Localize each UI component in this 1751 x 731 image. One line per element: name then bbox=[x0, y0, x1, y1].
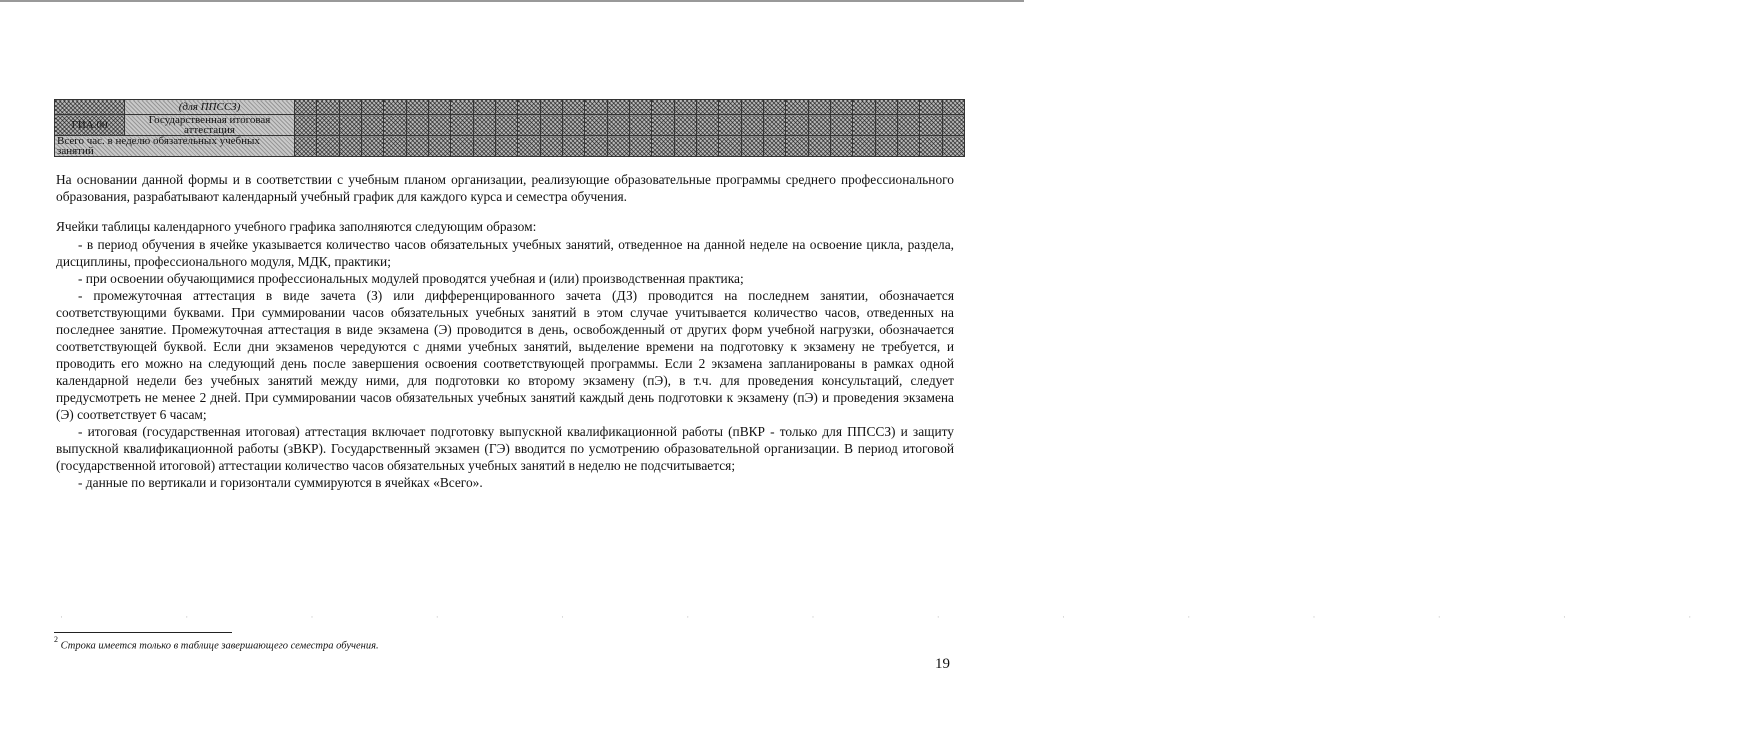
page-edge bbox=[0, 0, 1024, 2]
week-cell bbox=[428, 100, 450, 115]
row-name-cell: (для ППССЗ) bbox=[125, 100, 295, 115]
week-cell bbox=[629, 136, 651, 157]
schedule-table-fragment bbox=[54, 99, 965, 157]
week-cell bbox=[384, 100, 406, 115]
week-cell bbox=[295, 115, 317, 136]
week-cell bbox=[406, 136, 428, 157]
intro-paragraph: На основании данной формы и в соответствии с учебным планом организации, реализующие образовательные программы среднего профессионального образования, разрабатывают календарный учебный график для каждого курса и семестра обучения. bbox=[56, 172, 954, 204]
week-cell bbox=[629, 100, 651, 115]
week-cell bbox=[562, 115, 584, 136]
week-cell bbox=[853, 100, 875, 115]
week-cell bbox=[875, 136, 897, 157]
week-cell bbox=[518, 136, 540, 157]
week-cell bbox=[875, 115, 897, 136]
schedule-row-total bbox=[55, 136, 965, 157]
footnote-text: Строка имеется только в таблице завершающего семестра обучения. bbox=[60, 640, 379, 652]
week-cell bbox=[339, 136, 361, 157]
scan-speckles: · · · · · · · · · · · · · · bbox=[60, 612, 1751, 622]
week-cell bbox=[317, 100, 339, 115]
row-code-cell: ГИА.00 bbox=[55, 115, 125, 136]
fill-rules-heading: Ячейки таблицы календарного учебного графика заполняются следующим образом: bbox=[56, 219, 537, 234]
list-item: - итоговая (государственная итоговая) аттестация включает подготовку выпускной квалификационной работы (пВКР - только для ППССЗ) и защиту выпускной квалификационной работы (зВКР). Государственный экзамен (ГЭ) вводится по усмотрению образовательной организации. В период итоговой (государственной итоговой) аттестации количество часов обязательных учебных занятий в неделю не подсчитывается; bbox=[56, 424, 954, 473]
week-cell bbox=[786, 115, 808, 136]
week-cell bbox=[920, 100, 942, 115]
week-cell bbox=[451, 115, 473, 136]
week-cell bbox=[540, 115, 562, 136]
list-item: - промежуточная аттестация в виде зачета (З) или дифференцированного зачета (ДЗ) проводится на последнем занятии, обозначается соответствующими буквами. При суммировании часов обязательных учебных занятий в этом случае учитывается количество часов, отведенных на последнее занятие. Промежуточная аттестация в виде экзамена (Э) проводится в день, освобожденный от других форм учебной нагрузки, обозначается соответствующей буквой. Если дни экзаменов чередуются с днями учебных занятий, выделение времени на подготовку к экзамену не требуется, и проводить его можно на следующий день после завершения освоения соответствующей программы. Если 2 экзамена запланированы в рамках одной календарной недели без учебных занятий между ними, для подготовки ко второму экзамену (пЭ), в т.ч. для проведения консультаций, следует предусмотреть не менее 2 дней. При суммировании часов обязательных учебных занятий каждый день подготовки к экзамену (пЭ) и проведения экзамена (Э) соответствует 6 часам; bbox=[56, 288, 954, 422]
row-name-cell: Государственная итоговая аттестация bbox=[125, 115, 295, 136]
week-cell bbox=[830, 136, 852, 157]
week-cell bbox=[853, 115, 875, 136]
week-cell bbox=[495, 100, 517, 115]
fill-rules-list bbox=[56, 236, 954, 491]
list-item: - в период обучения в ячейке указывается количество часов обязательных учебных занятий, отведенное на данной неделе на освоение цикла, раздела, дисциплины, профессионального модуля, МДК, практики; bbox=[56, 237, 954, 269]
week-cell bbox=[763, 136, 785, 157]
week-cell bbox=[942, 136, 964, 157]
week-cell bbox=[674, 100, 696, 115]
page-number: 19 bbox=[935, 656, 950, 672]
week-cell bbox=[473, 136, 495, 157]
week-cell bbox=[853, 136, 875, 157]
week-cell bbox=[875, 100, 897, 115]
week-cell bbox=[562, 136, 584, 157]
week-cell bbox=[451, 100, 473, 115]
week-cell bbox=[830, 115, 852, 136]
week-cell bbox=[607, 136, 629, 157]
week-cell bbox=[585, 100, 607, 115]
week-cell bbox=[741, 100, 763, 115]
week-cell bbox=[763, 100, 785, 115]
week-cell bbox=[339, 100, 361, 115]
week-cell bbox=[473, 100, 495, 115]
week-cell bbox=[518, 115, 540, 136]
week-cell bbox=[518, 100, 540, 115]
week-cell bbox=[652, 100, 674, 115]
week-cell bbox=[473, 115, 495, 136]
week-cell bbox=[786, 100, 808, 115]
week-cell bbox=[629, 115, 651, 136]
week-cell bbox=[317, 115, 339, 136]
row-total-label: Всего час. в неделю обязательных учебных занятий bbox=[55, 136, 295, 157]
week-cell bbox=[339, 115, 361, 136]
week-cell bbox=[384, 136, 406, 157]
week-cell bbox=[495, 136, 517, 157]
footnote-marker: 2 bbox=[54, 635, 58, 644]
week-cell bbox=[808, 100, 830, 115]
week-cell bbox=[428, 136, 450, 157]
week-cell bbox=[719, 136, 741, 157]
week-cell bbox=[295, 100, 317, 115]
week-cell bbox=[652, 136, 674, 157]
week-cell bbox=[808, 115, 830, 136]
week-cell bbox=[830, 100, 852, 115]
week-cell bbox=[607, 115, 629, 136]
schedule-row-note bbox=[55, 100, 965, 115]
footnote bbox=[54, 637, 379, 652]
week-cell bbox=[295, 136, 317, 157]
week-cell bbox=[942, 100, 964, 115]
week-cell bbox=[897, 100, 919, 115]
week-cell bbox=[920, 115, 942, 136]
week-cell bbox=[540, 136, 562, 157]
week-cell bbox=[562, 100, 584, 115]
week-cell bbox=[585, 136, 607, 157]
week-cell bbox=[719, 100, 741, 115]
week-cell bbox=[361, 115, 383, 136]
week-cell bbox=[652, 115, 674, 136]
week-cell bbox=[540, 100, 562, 115]
footnote-divider bbox=[54, 632, 232, 633]
week-cell bbox=[920, 136, 942, 157]
week-cell bbox=[607, 100, 629, 115]
week-cell bbox=[696, 100, 718, 115]
week-cell bbox=[696, 136, 718, 157]
week-cell bbox=[763, 115, 785, 136]
week-cell bbox=[696, 115, 718, 136]
week-cell bbox=[786, 136, 808, 157]
row-code-cell bbox=[55, 100, 125, 115]
week-cell bbox=[897, 136, 919, 157]
list-item: - при освоении обучающимися профессиональных модулей проводятся учебная и (или) производственная практика; bbox=[78, 271, 744, 286]
week-cell bbox=[585, 115, 607, 136]
week-cell bbox=[428, 115, 450, 136]
week-cell bbox=[406, 100, 428, 115]
week-cell bbox=[942, 115, 964, 136]
week-cell bbox=[897, 115, 919, 136]
week-cell bbox=[741, 136, 763, 157]
week-cell bbox=[317, 136, 339, 157]
week-cell bbox=[674, 115, 696, 136]
week-cell bbox=[384, 115, 406, 136]
week-cell bbox=[451, 136, 473, 157]
week-cell bbox=[361, 136, 383, 157]
week-cell bbox=[495, 115, 517, 136]
week-cell bbox=[808, 136, 830, 157]
week-cell bbox=[741, 115, 763, 136]
week-cell bbox=[719, 115, 741, 136]
week-cell bbox=[674, 136, 696, 157]
schedule-row-gia bbox=[55, 115, 965, 136]
week-cell bbox=[361, 100, 383, 115]
list-item: - данные по вертикали и горизонтали суммируются в ячейках «Всего». bbox=[78, 475, 483, 490]
week-cell bbox=[406, 115, 428, 136]
